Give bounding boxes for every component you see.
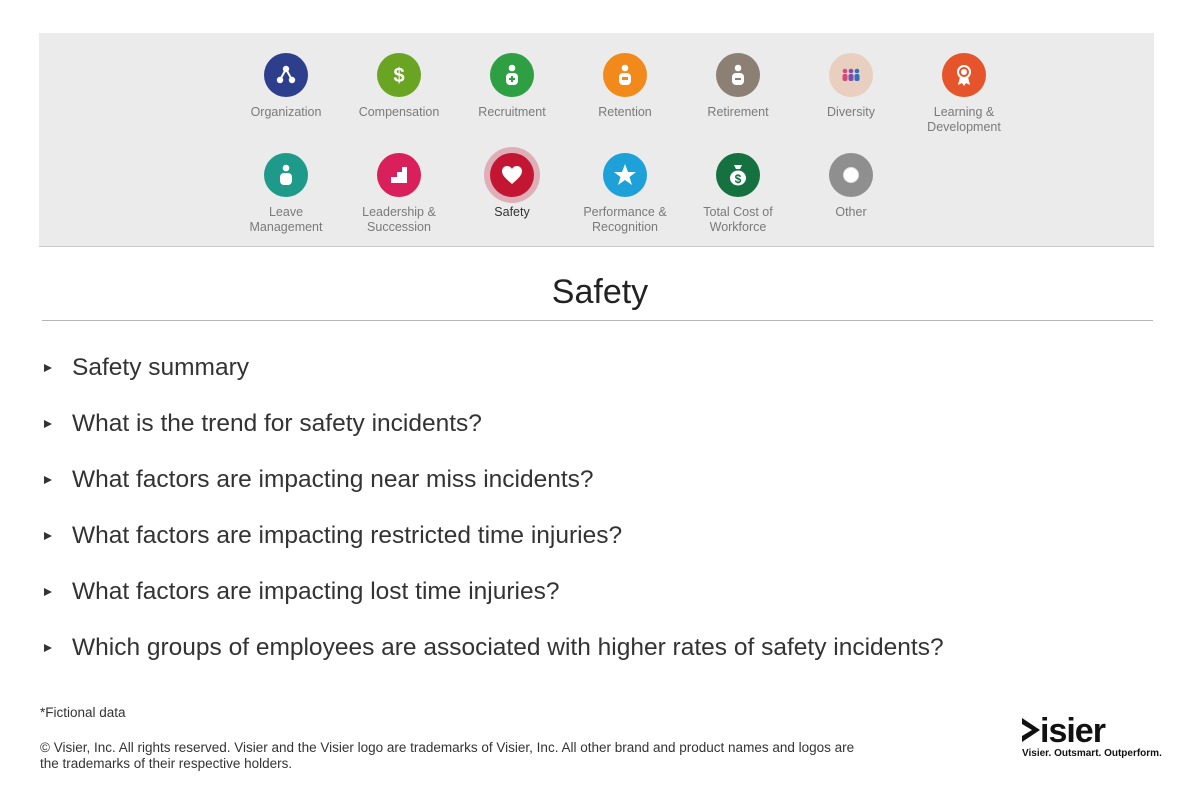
category-label: Retirement (707, 105, 769, 119)
star-icon (603, 153, 647, 197)
category-recruitment[interactable] (456, 53, 568, 120)
fictional-data-note: *Fictional data (40, 705, 126, 720)
category-learning-development[interactable] (908, 53, 1020, 135)
money-bag-icon (716, 153, 760, 197)
category-retirement[interactable] (682, 53, 794, 120)
category-total-cost-workforce[interactable] (682, 153, 794, 235)
category-leadership-succession[interactable] (343, 153, 455, 235)
person-icon (264, 153, 308, 197)
divider (42, 320, 1153, 321)
category-label: Other (835, 205, 867, 219)
question-item[interactable] (42, 396, 1142, 452)
category-label: Retention (598, 105, 652, 119)
category-label: Total Cost of Workforce (703, 205, 773, 234)
caret-right-icon (44, 588, 52, 596)
caret-right-icon (44, 532, 52, 540)
category-diversity[interactable] (795, 53, 907, 120)
logo-tagline: Visier. Outsmart. Outperform. (1022, 748, 1162, 759)
question-item[interactable] (42, 564, 1142, 620)
category-label: Safety (494, 205, 530, 219)
category-safety[interactable] (456, 153, 568, 220)
person-plus-icon (490, 53, 534, 97)
question-item[interactable] (42, 620, 1142, 676)
stairs-icon (377, 153, 421, 197)
people-group-icon (829, 53, 873, 97)
question-text: What factors are impacting lost time injuries? (72, 578, 560, 605)
category-label: Recruitment (478, 105, 546, 119)
svg-text:isier: isier (1040, 712, 1105, 748)
question-text: What is the trend for safety incidents? (72, 410, 482, 437)
category-label: Diversity (827, 105, 875, 119)
caret-right-icon (44, 644, 52, 652)
svg-text:$: $ (393, 65, 405, 87)
copyright-text: © Visier, Inc. All rights reserved. Visier and the Visier logo are trademarks of Visier, Inc. All other brand and product names and logos are the trademarks of their respective holders. (40, 740, 855, 771)
category-label: Leadership & Succession (362, 205, 436, 234)
svg-text:$: $ (734, 172, 742, 186)
category-retention[interactable] (569, 53, 681, 120)
category-label: Learning & Development (927, 105, 1001, 134)
network-icon (264, 53, 308, 97)
question-text: Safety summary (72, 354, 249, 381)
category-nav (39, 33, 1154, 247)
question-item[interactable] (42, 508, 1142, 564)
category-leave-management[interactable] (230, 153, 342, 235)
caret-right-icon (44, 476, 52, 484)
person-minus-icon (716, 53, 760, 97)
question-list (42, 340, 1142, 676)
heart-icon (490, 153, 534, 197)
category-other[interactable] (795, 153, 907, 220)
question-item[interactable] (42, 340, 1142, 396)
category-label: Organization (250, 105, 322, 119)
category-label: Leave Management (249, 205, 323, 234)
award-ribbon-icon (942, 53, 986, 97)
category-performance-recognition[interactable] (569, 153, 681, 235)
page-title: Safety (551, 273, 649, 311)
question-item[interactable] (42, 452, 1142, 508)
question-text: What factors are impacting restricted time injuries? (72, 522, 623, 549)
caret-right-icon (44, 364, 52, 372)
category-compensation[interactable] (343, 53, 455, 120)
question-text: What factors are impacting near miss incidents? (72, 466, 594, 493)
visier-wordmark (1020, 712, 1155, 748)
question-text: Which groups of employees are associated with higher rates of safety incidents? (72, 634, 944, 661)
person-badge-icon (603, 53, 647, 97)
visier-logo (1020, 712, 1162, 762)
ring-icon (829, 153, 873, 197)
dollar-icon (377, 53, 421, 97)
category-label: Compensation (358, 105, 440, 119)
caret-right-icon (44, 420, 52, 428)
category-label: Performance & Recognition (583, 205, 667, 234)
category-organization[interactable] (230, 53, 342, 120)
